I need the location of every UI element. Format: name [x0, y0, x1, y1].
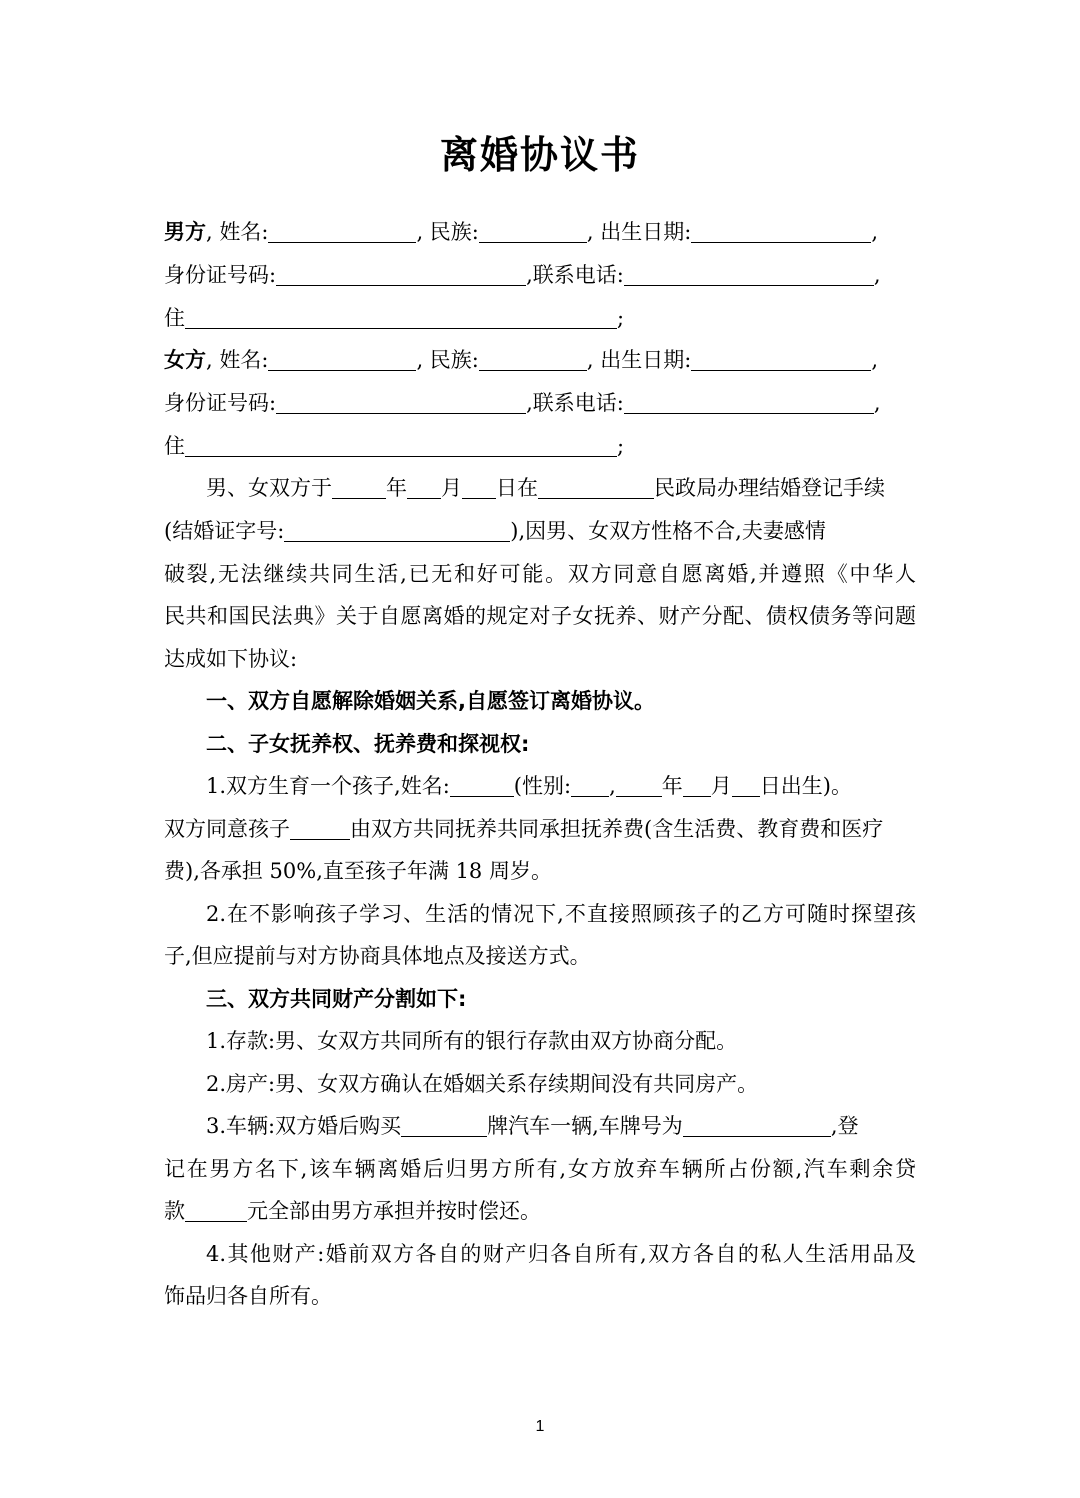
child-gender-blank[interactable]	[571, 774, 609, 797]
section-3-item3-line1	[206, 1111, 916, 1141]
female-phone-label: ,联系电话:	[526, 391, 624, 415]
section-text: 3.车辆:双方婚后购买	[206, 1114, 402, 1138]
female-phone-blank[interactable]	[624, 391, 874, 414]
female-name-blank[interactable]	[268, 348, 416, 371]
comma: ,	[871, 220, 878, 244]
intro-text: ),因男、女双方性格不合,夫妻感情	[510, 519, 826, 543]
section-text: 日出生)。	[759, 774, 852, 798]
month-label: 月	[710, 774, 732, 798]
section-text: (性别:	[513, 774, 572, 798]
section-text: ,登	[830, 1114, 859, 1138]
semicolon: ;	[617, 434, 625, 458]
section-3-item2: 2.房产:男、女双方确认在婚姻关系存续期间没有共同房产。	[206, 1072, 759, 1096]
female-ethnic-blank[interactable]	[479, 348, 587, 371]
section-3-heading: 三、双方共同财产分割如下:	[206, 987, 467, 1011]
intro-text: 男、女双方于	[206, 476, 332, 500]
license-plate-blank[interactable]	[683, 1114, 831, 1137]
marriage-year-blank[interactable]	[332, 476, 386, 499]
male-name-label: , 姓名:	[206, 220, 269, 244]
female-address-label: 住	[164, 434, 185, 458]
female-id-blank[interactable]	[276, 391, 526, 414]
male-id-label: 身份证号码:	[164, 263, 277, 287]
comma: ,	[873, 391, 881, 415]
intro-line3: 破裂,无法继续共同生活,已无和好可能。双方同意自愿离婚,并遵照《中华人	[164, 562, 916, 586]
page-number: 1	[535, 1418, 545, 1435]
section-3-item3-line3	[164, 1196, 916, 1226]
intro-line4: 民共和国民法典》关于自愿离婚的规定对子女抚养、财产分配、债权债务等问题	[164, 604, 916, 628]
female-name-label: , 姓名:	[206, 348, 269, 372]
section-2-item1-line2	[164, 814, 916, 844]
male-name-blank[interactable]	[268, 220, 416, 243]
section-text: 元全部由男方承担并按时偿还。	[247, 1199, 541, 1223]
male-label: 男方	[164, 220, 206, 244]
custody-child-blank[interactable]	[290, 817, 350, 840]
intro-line1	[206, 473, 916, 503]
child-birth-month-blank[interactable]	[683, 774, 711, 797]
section-text: 由双方共同抚养共同承担抚养费(含生活费、教育费和医疗	[350, 817, 884, 841]
female-address-blank[interactable]	[185, 434, 617, 457]
month-label: 月	[441, 476, 462, 500]
male-info-line3	[164, 303, 916, 333]
section-text: ,	[609, 774, 616, 798]
section-1-heading: 一、双方自愿解除婚姻关系,自愿签订离婚协议。	[206, 689, 655, 713]
female-id-label: 身份证号码:	[164, 391, 277, 415]
male-ethnic-label: , 民族:	[416, 220, 479, 244]
civil-affairs-bureau-blank[interactable]	[538, 476, 654, 499]
car-brand-blank[interactable]	[401, 1114, 487, 1137]
female-ethnic-label: , 民族:	[416, 348, 479, 372]
male-phone-label: ,联系电话:	[526, 263, 624, 287]
female-info-line1	[164, 345, 916, 375]
marriage-month-blank[interactable]	[407, 476, 441, 499]
section-2-heading: 二、子女抚养权、抚养费和探视权:	[206, 732, 530, 756]
child-birth-year-blank[interactable]	[616, 774, 662, 797]
comma: ,	[873, 263, 881, 287]
female-info-line3	[164, 431, 916, 461]
male-birth-blank[interactable]	[691, 220, 871, 243]
section-2-item1-line1	[206, 771, 916, 801]
semicolon: ;	[617, 306, 625, 330]
male-info-line2	[164, 260, 916, 290]
document-title: 离婚协议书	[439, 133, 640, 177]
marriage-certificate-number-blank[interactable]	[284, 519, 510, 542]
year-label: 年	[386, 476, 407, 500]
remaining-loan-blank[interactable]	[185, 1199, 247, 1222]
section-3-item1: 1.存款:男、女双方共同所有的银行存款由双方协商分配。	[206, 1029, 738, 1053]
intro-line5: 达成如下协议:	[164, 647, 298, 671]
male-address-label: 住	[164, 306, 185, 330]
section-text: 双方同意孩子	[164, 817, 290, 841]
marriage-day-blank[interactable]	[462, 476, 496, 499]
section-2-item2-line1: 2.在不影响孩子学习、生活的情况下,不直接照顾孩子的乙方可随时探望孩	[206, 902, 916, 926]
male-ethnic-blank[interactable]	[479, 220, 587, 243]
intro-line2	[164, 516, 916, 546]
male-id-blank[interactable]	[276, 263, 526, 286]
female-label: 女方	[164, 348, 206, 372]
section-3-item4-line1: 4.其他财产:婚前双方各自的财产归各自所有,双方各自的私人生活用品及	[206, 1242, 916, 1266]
male-birth-label: , 出生日期:	[586, 220, 692, 244]
section-text: 牌汽车一辆,车牌号为	[487, 1114, 683, 1138]
section-3-item3-line2: 记在男方名下,该车辆离婚后归男方所有,女方放弃车辆所占份额,汽车剩余贷	[164, 1157, 916, 1181]
section-3-item4-line2: 饰品归各自所有。	[164, 1284, 332, 1308]
year-label: 年	[661, 774, 683, 798]
intro-text: (结婚证字号:	[164, 519, 285, 543]
male-address-blank[interactable]	[185, 306, 617, 329]
child-name-blank[interactable]	[450, 774, 514, 797]
section-2-item1-line3: 费),各承担 50%,直至孩子年满 18 周岁。	[164, 859, 552, 883]
comma: ,	[871, 348, 878, 372]
section-2-item2-line2: 子,但应提前与对方协商具体地点及接送方式。	[164, 944, 591, 968]
male-info-line1	[164, 217, 916, 247]
child-birth-day-blank[interactable]	[732, 774, 760, 797]
day-label: 日在	[496, 476, 538, 500]
section-text: 1.双方生育一个孩子,姓名:	[206, 774, 450, 798]
female-birth-label: , 出生日期:	[586, 348, 692, 372]
female-info-line2	[164, 388, 916, 418]
male-phone-blank[interactable]	[624, 263, 874, 286]
female-birth-blank[interactable]	[691, 348, 871, 371]
section-text: 款	[164, 1199, 185, 1223]
intro-text: 民政局办理结婚登记手续	[654, 476, 885, 500]
